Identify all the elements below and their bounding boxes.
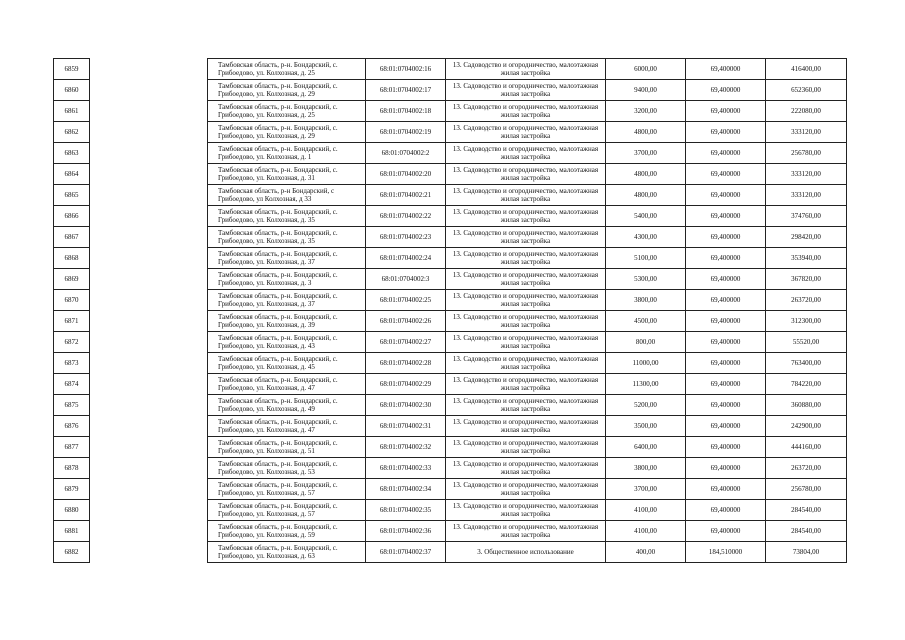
specific-value-cell: 69,400000 (686, 122, 766, 143)
cadastral-value-cell: 55520,00 (766, 332, 847, 353)
area-cell: 11000,00 (606, 353, 686, 374)
specific-value-cell: 69,400000 (686, 458, 766, 479)
row-number-cell: 6870 (54, 290, 90, 311)
table-row (208, 521, 847, 542)
row-number-row (54, 416, 90, 437)
cadastral-value-cell: 763400,00 (766, 353, 847, 374)
area-cell: 4300,00 (606, 227, 686, 248)
row-number-cell: 6871 (54, 311, 90, 332)
land-use-cell: 13. Садоводство и огородничество, малоэтажная жилая застройка (446, 416, 606, 437)
area-cell: 3500,00 (606, 416, 686, 437)
table-row (208, 395, 847, 416)
row-number-row (54, 479, 90, 500)
land-use-cell: 13. Садоводство и огородничество, малоэтажная жилая застройка (446, 143, 606, 164)
cadastral-number-cell: 68:01:0704002:36 (366, 521, 446, 542)
row-number-row (54, 332, 90, 353)
address-cell: Тамбовская область, р-н. Бондарский, с. Грибоедово, ул. Колхозная, д. 29 (208, 80, 366, 101)
area-cell: 5300,00 (606, 269, 686, 290)
cadastral-number-cell: 68:01:0704002:37 (366, 542, 446, 563)
area-cell: 4800,00 (606, 164, 686, 185)
area-cell: 5400,00 (606, 206, 686, 227)
area-cell: 400,00 (606, 542, 686, 563)
area-cell: 6400,00 (606, 437, 686, 458)
row-number-row (54, 521, 90, 542)
cadastral-value-cell: 784220,00 (766, 374, 847, 395)
row-number-row (54, 500, 90, 521)
address-cell: Тамбовская область, р-н. Бондарский, с. Грибоедово, ул. Колхозная, д. 53 (208, 458, 366, 479)
cadastral-number-cell: 68:01:0704002:26 (366, 311, 446, 332)
row-number-cell: 6860 (54, 80, 90, 101)
row-number-row (54, 122, 90, 143)
row-number-row (54, 164, 90, 185)
row-number-cell: 6865 (54, 185, 90, 206)
row-number-cell: 6878 (54, 458, 90, 479)
cadastral-number-cell: 68:01:0704002:34 (366, 479, 446, 500)
row-number-table (53, 58, 90, 563)
land-use-cell: 13. Садоводство и огородничество, малоэтажная жилая застройка (446, 437, 606, 458)
table-row (208, 290, 847, 311)
land-use-cell: 13. Садоводство и огородничество, малоэтажная жилая застройка (446, 332, 606, 353)
cadastral-value-cell: 360880,00 (766, 395, 847, 416)
land-use-cell: 13. Садоводство и огородничество, малоэтажная жилая застройка (446, 290, 606, 311)
cadastral-number-cell: 68:01:0704002:30 (366, 395, 446, 416)
row-number-cell: 6867 (54, 227, 90, 248)
cadastral-number-cell: 68:01:0704002:31 (366, 416, 446, 437)
table-row (208, 374, 847, 395)
land-use-cell: 13. Садоводство и огородничество, малоэтажная жилая застройка (446, 206, 606, 227)
area-cell: 6000,00 (606, 59, 686, 80)
address-cell: Тамбовская область, р-н. Бондарский, с. Грибоедово, ул. Колхозная, д. 49 (208, 395, 366, 416)
area-cell: 3800,00 (606, 458, 686, 479)
cadastral-number-cell: 68:01:0704002:27 (366, 332, 446, 353)
address-cell: Тамбовская область, р-н. Бондарский, с. Грибоедово, ул. Колхозная, д. 43 (208, 332, 366, 353)
table-row (208, 143, 847, 164)
row-number-cell: 6873 (54, 353, 90, 374)
row-number-row (54, 206, 90, 227)
cadastral-number-cell: 68:01:0704002:28 (366, 353, 446, 374)
cadastral-value-cell: 73804,00 (766, 542, 847, 563)
cadastral-value-cell: 444160,00 (766, 437, 847, 458)
cadastral-number-cell: 68:01:0704002:19 (366, 122, 446, 143)
land-use-cell: 13. Садоводство и огородничество, малоэтажная жилая застройка (446, 59, 606, 80)
area-cell: 4100,00 (606, 500, 686, 521)
address-cell: Тамбовская область, р-н. Бондарский, с. Грибоедово, ул. Колхозная, д. 57 (208, 500, 366, 521)
row-number-cell: 6880 (54, 500, 90, 521)
cadastral-number-cell: 68:01:0704002:16 (366, 59, 446, 80)
land-use-cell: 13. Садоводство и огородничество, малоэтажная жилая застройка (446, 500, 606, 521)
row-number-cell: 6861 (54, 101, 90, 122)
row-number-row (54, 143, 90, 164)
table-row (208, 80, 847, 101)
row-number-cell: 6875 (54, 395, 90, 416)
address-cell: Тамбовская область, р-н. Бондарский, с. Грибоедово, ул. Колхозная, д. 45 (208, 353, 366, 374)
row-number-row (54, 458, 90, 479)
land-use-cell: 13. Садоводство и огородничество, малоэтажная жилая застройка (446, 185, 606, 206)
land-use-cell: 13. Садоводство и огородничество, малоэтажная жилая застройка (446, 227, 606, 248)
cadastral-value-cell: 652360,00 (766, 80, 847, 101)
address-cell: Тамбовская область, р-н. Бондарский, с. Грибоедово, ул. Колхозная, д. 51 (208, 437, 366, 458)
land-use-cell: 13. Садоводство и огородничество, малоэтажная жилая застройка (446, 395, 606, 416)
cadastral-number-cell: 68:01:0704002:33 (366, 458, 446, 479)
specific-value-cell: 69,400000 (686, 59, 766, 80)
specific-value-cell: 69,400000 (686, 101, 766, 122)
address-cell: Тамбовская область, р-н. Бондарский, с. Грибоедово, ул. Колхозная, д. 59 (208, 521, 366, 542)
specific-value-cell: 69,400000 (686, 395, 766, 416)
specific-value-cell: 69,400000 (686, 374, 766, 395)
specific-value-cell: 69,400000 (686, 332, 766, 353)
specific-value-cell: 69,400000 (686, 80, 766, 101)
row-number-cell: 6866 (54, 206, 90, 227)
row-number-cell: 6862 (54, 122, 90, 143)
land-use-cell: 13. Садоводство и огородничество, малоэтажная жилая застройка (446, 122, 606, 143)
area-cell: 11300,00 (606, 374, 686, 395)
address-cell: Тамбовская область, р-н. Бондарский, с. Грибоедово, ул. Колхозная, д. 57 (208, 479, 366, 500)
cadastral-value-cell: 256780,00 (766, 143, 847, 164)
cadastral-value-cell: 374760,00 (766, 206, 847, 227)
specific-value-cell: 69,400000 (686, 290, 766, 311)
cadastral-number-cell: 68:01:0704002:35 (366, 500, 446, 521)
row-number-body (54, 59, 90, 563)
land-use-cell: 13. Садоводство и огородничество, малоэтажная жилая застройка (446, 80, 606, 101)
specific-value-cell: 69,400000 (686, 479, 766, 500)
table-row (208, 311, 847, 332)
land-use-cell: 13. Садоводство и огородничество, малоэтажная жилая застройка (446, 248, 606, 269)
row-number-cell: 6879 (54, 479, 90, 500)
row-number-row (54, 290, 90, 311)
address-cell: Тамбовская область, р-н. Бондарский, с. Грибоедово, ул. Колхозная, д. 37 (208, 290, 366, 311)
address-cell: Тамбовская область, р-н. Бондарский, с. Грибоедово, ул. Колхозная, д. 47 (208, 374, 366, 395)
land-use-cell: 13. Садоводство и огородничество, малоэтажная жилая застройка (446, 374, 606, 395)
row-number-cell: 6868 (54, 248, 90, 269)
table-row (208, 542, 847, 563)
area-cell: 9400,00 (606, 80, 686, 101)
area-cell: 4800,00 (606, 185, 686, 206)
table-row (208, 458, 847, 479)
table-row (208, 122, 847, 143)
land-use-cell: 13. Садоводство и огородничество, малоэтажная жилая застройка (446, 269, 606, 290)
specific-value-cell: 69,400000 (686, 143, 766, 164)
specific-value-cell: 69,400000 (686, 269, 766, 290)
row-number-cell: 6859 (54, 59, 90, 80)
address-cell: Тамбовская область, р-н. Бондарский, с. Грибоедово, ул. Колхозная, д. 1 (208, 143, 366, 164)
cadastral-number-cell: 68:01:0704002:17 (366, 80, 446, 101)
table-row (208, 500, 847, 521)
cadastral-value-cell: 284540,00 (766, 500, 847, 521)
specific-value-cell: 69,400000 (686, 521, 766, 542)
row-number-row (54, 395, 90, 416)
cadastral-value-cell: 298420,00 (766, 227, 847, 248)
row-number-row (54, 374, 90, 395)
row-number-cell: 6869 (54, 269, 90, 290)
area-cell: 4800,00 (606, 122, 686, 143)
row-number-row (54, 80, 90, 101)
row-number-cell: 6874 (54, 374, 90, 395)
cadastral-number-cell: 68:01:0704002:2 (366, 143, 446, 164)
address-cell: Тамбовская область, р-н. Бондарский, с. Грибоедово, ул. Колхозная, д. 47 (208, 416, 366, 437)
row-number-cell: 6864 (54, 164, 90, 185)
address-cell: Тамбовская область, р-н. Бондарский, с. Грибоедово, ул. Колхозная, д. 25 (208, 101, 366, 122)
cadastral-value-cell: 256780,00 (766, 479, 847, 500)
cadastral-value-cell: 312300,00 (766, 311, 847, 332)
address-cell: Тамбовская область, р-н. Бондарский, с. Грибоедово, ул. Колхозная, д. 29 (208, 122, 366, 143)
specific-value-cell: 69,400000 (686, 500, 766, 521)
area-cell: 800,00 (606, 332, 686, 353)
land-plot-table (207, 58, 847, 563)
cadastral-number-cell: 68:01:0704002:25 (366, 290, 446, 311)
table-row (208, 269, 847, 290)
table-row (208, 332, 847, 353)
row-number-cell: 6881 (54, 521, 90, 542)
cadastral-value-cell: 333120,00 (766, 185, 847, 206)
row-number-row (54, 227, 90, 248)
cadastral-number-cell: 68:01:0704002:29 (366, 374, 446, 395)
row-number-row (54, 353, 90, 374)
table-row (208, 185, 847, 206)
specific-value-cell: 69,400000 (686, 248, 766, 269)
specific-value-cell: 69,400000 (686, 185, 766, 206)
row-number-row (54, 59, 90, 80)
cadastral-number-cell: 68:01:0704002:3 (366, 269, 446, 290)
cadastral-value-cell: 222080,00 (766, 101, 847, 122)
land-use-cell: 3. Общественное использование (446, 542, 606, 563)
specific-value-cell: 69,400000 (686, 164, 766, 185)
cadastral-value-cell: 416400,00 (766, 59, 847, 80)
cadastral-value-cell: 333120,00 (766, 122, 847, 143)
specific-value-cell: 69,400000 (686, 227, 766, 248)
area-cell: 4500,00 (606, 311, 686, 332)
row-number-cell: 6876 (54, 416, 90, 437)
cadastral-number-cell: 68:01:0704002:20 (366, 164, 446, 185)
address-cell: Тамбовская область, р-н. Бондарский, с. Грибоедово, ул. Колхозная, д. 31 (208, 164, 366, 185)
table-row (208, 437, 847, 458)
address-cell: Тамбовская область, р-н. Бондарский, с. Грибоедово, ул. Колхозная, д. 35 (208, 227, 366, 248)
area-cell: 3200,00 (606, 101, 686, 122)
address-cell: Тамбовская область, р-н Бондарский, с Грибоедово, ул Колхозная, д 33 (208, 185, 366, 206)
table-row (208, 353, 847, 374)
row-number-cell: 6882 (54, 542, 90, 563)
cadastral-value-cell: 263720,00 (766, 290, 847, 311)
area-cell: 3700,00 (606, 143, 686, 164)
land-plot-body (208, 59, 847, 563)
cadastral-number-cell: 68:01:0704002:24 (366, 248, 446, 269)
specific-value-cell: 69,400000 (686, 416, 766, 437)
row-number-row (54, 311, 90, 332)
cadastral-value-cell: 263720,00 (766, 458, 847, 479)
table-row (208, 248, 847, 269)
cadastral-value-cell: 353940,00 (766, 248, 847, 269)
address-cell: Тамбовская область, р-н. Бондарский, с. Грибоедово, ул. Колхозная, д. 3 (208, 269, 366, 290)
table-row (208, 416, 847, 437)
specific-value-cell: 69,400000 (686, 353, 766, 374)
area-cell: 3800,00 (606, 290, 686, 311)
land-use-cell: 13. Садоводство и огородничество, малоэтажная жилая застройка (446, 521, 606, 542)
area-cell: 5200,00 (606, 395, 686, 416)
specific-value-cell: 184,510000 (686, 542, 766, 563)
table-row (208, 227, 847, 248)
table-row (208, 101, 847, 122)
land-use-cell: 13. Садоводство и огородничество, малоэтажная жилая застройка (446, 164, 606, 185)
row-number-cell: 6872 (54, 332, 90, 353)
cadastral-number-cell: 68:01:0704002:23 (366, 227, 446, 248)
cadastral-number-cell: 68:01:0704002:32 (366, 437, 446, 458)
address-cell: Тамбовская область, р-н. Бондарский, с. Грибоедово, ул. Колхозная, д. 39 (208, 311, 366, 332)
table-row (208, 164, 847, 185)
address-cell: Тамбовская область, р-н. Бондарский, с. Грибоедово, ул. Колхозная, д. 37 (208, 248, 366, 269)
cadastral-value-cell: 367820,00 (766, 269, 847, 290)
area-cell: 3700,00 (606, 479, 686, 500)
row-number-row (54, 269, 90, 290)
row-number-row (54, 542, 90, 563)
land-use-cell: 13. Садоводство и огородничество, малоэтажная жилая застройка (446, 458, 606, 479)
area-cell: 5100,00 (606, 248, 686, 269)
specific-value-cell: 69,400000 (686, 311, 766, 332)
specific-value-cell: 69,400000 (686, 206, 766, 227)
cadastral-number-cell: 68:01:0704002:18 (366, 101, 446, 122)
address-cell: Тамбовская область, р-н. Бондарский, с. Грибоедово, ул. Колхозная, д. 35 (208, 206, 366, 227)
table-row (208, 206, 847, 227)
land-use-cell: 13. Садоводство и огородничество, малоэтажная жилая застройка (446, 479, 606, 500)
row-number-cell: 6877 (54, 437, 90, 458)
row-number-row (54, 185, 90, 206)
row-number-cell: 6863 (54, 143, 90, 164)
address-cell: Тамбовская область, р-н. Бондарский, с. Грибоедово, ул. Колхозная, д. 25 (208, 59, 366, 80)
address-cell: Тамбовская область, р-н. Бондарский, с. Грибоедово, ул. Колхозная, д. 63 (208, 542, 366, 563)
table-row (208, 479, 847, 500)
cadastral-number-cell: 68:01:0704002:21 (366, 185, 446, 206)
cadastral-number-cell: 68:01:0704002:22 (366, 206, 446, 227)
table-row (208, 59, 847, 80)
specific-value-cell: 69,400000 (686, 437, 766, 458)
land-use-cell: 13. Садоводство и огородничество, малоэтажная жилая застройка (446, 311, 606, 332)
land-use-cell: 13. Садоводство и огородничество, малоэтажная жилая застройка (446, 101, 606, 122)
cadastral-value-cell: 284540,00 (766, 521, 847, 542)
row-number-row (54, 248, 90, 269)
cadastral-value-cell: 333120,00 (766, 164, 847, 185)
area-cell: 4100,00 (606, 521, 686, 542)
row-number-row (54, 437, 90, 458)
land-use-cell: 13. Садоводство и огородничество, малоэтажная жилая застройка (446, 353, 606, 374)
cadastral-value-cell: 242900,00 (766, 416, 847, 437)
row-number-row (54, 101, 90, 122)
